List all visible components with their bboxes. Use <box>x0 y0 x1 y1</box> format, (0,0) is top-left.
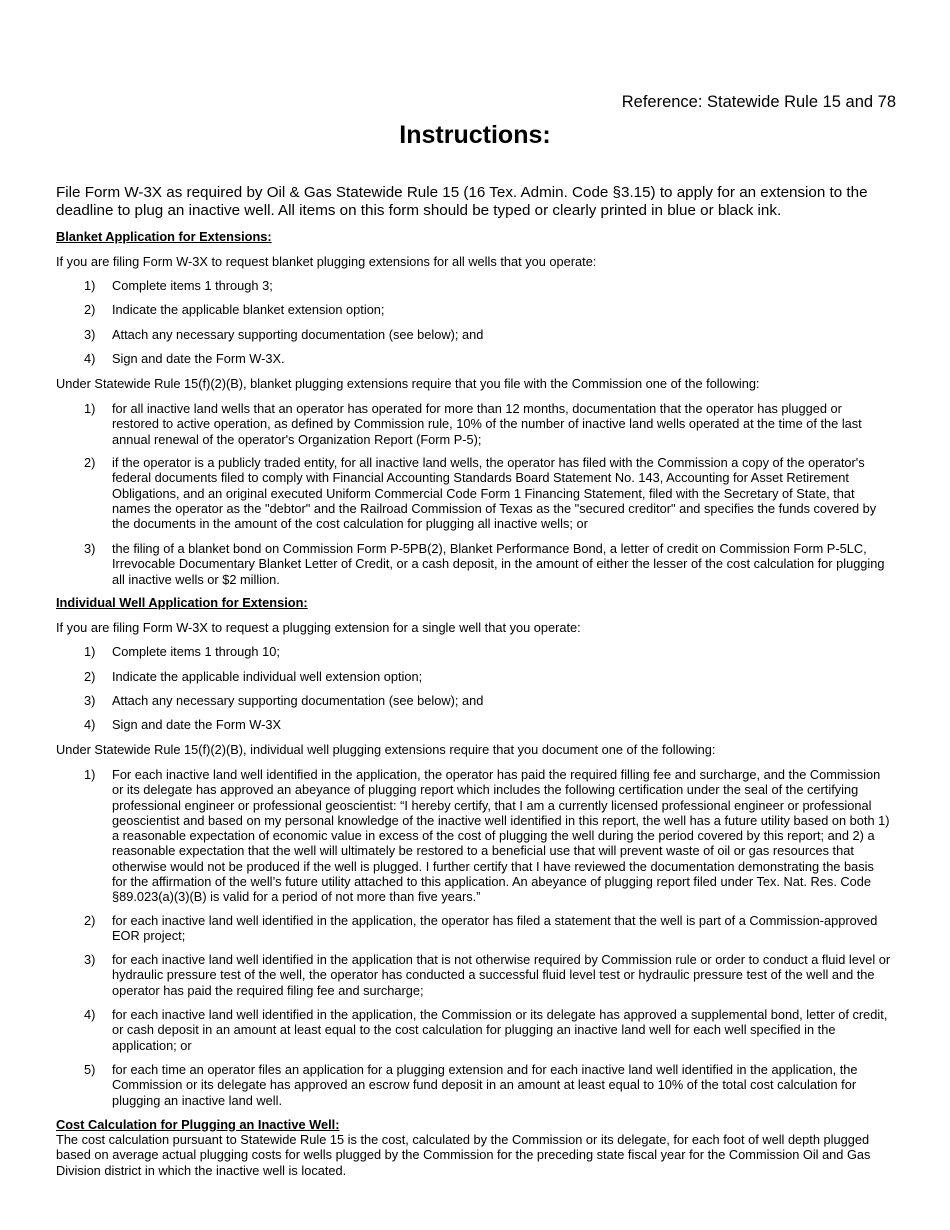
page-title: Instructions: <box>399 121 551 149</box>
step-number: 1) <box>84 278 96 293</box>
blanket-heading: Blanket Application for Extensions: <box>56 229 272 244</box>
step-text: Complete items 1 through 3; <box>112 278 273 293</box>
option-text: for each inactive land well identified in the application, the Commission or its delegate has approved a supplemental bond, letter of credit, or cash deposit in an amount at least equal to the cost calculation for plugging an inactive land well for each well specified in the application; or <box>112 1007 888 1053</box>
individual-rule-lead: Under Statewide Rule 15(f)(2)(B), individual well plugging extensions require that you document one of the following: <box>56 742 716 757</box>
blanket-step <box>84 327 892 342</box>
option-text: for each inactive land well identified in the application that is not otherwise required by Commission rule or order to conduct a fluid level or hydraulic pressure test of the well, the operator has conducted a successful fluid level test or hydraulic pressure test of the well and the operator has paid the required filing fee and surcharge; <box>112 952 891 998</box>
option-text: for all inactive land wells that an operator has operated for more than 12 months, documentation that the operator has plugged or restored to active operation, as defined by Commission rule, 10% of the number of inactive land wells operated at the time of the last annual renewal of the operator's Organization Report (Form P-5); <box>112 401 862 447</box>
individual-heading: Individual Well Application for Extension: <box>56 595 308 610</box>
blanket-lead: If you are filing Form W-3X to request blanket plugging extensions for all wells that you operate: <box>56 254 597 269</box>
individual-option <box>84 1007 892 1053</box>
step-text: Complete items 1 through 10; <box>112 644 280 659</box>
individual-option <box>84 767 892 905</box>
step-text: Indicate the applicable blanket extension option; <box>112 302 385 317</box>
option-number: 1) <box>84 767 96 782</box>
step-number: 4) <box>84 717 96 732</box>
option-text: for each inactive land well identified in the application, the operator has filed a statement that the well is part of a Commission-approved EOR project; <box>112 913 878 944</box>
step-text: Indicate the applicable individual well extension option; <box>112 669 423 684</box>
option-number: 2) <box>84 455 96 470</box>
blanket-option <box>84 541 892 587</box>
step-number: 4) <box>84 351 96 366</box>
step-text: Attach any necessary supporting documentation (see below); and <box>112 327 484 342</box>
step-text: Sign and date the Form W-3X <box>112 717 282 732</box>
step-number: 2) <box>84 669 96 684</box>
individual-option <box>84 913 892 944</box>
option-number: 2) <box>84 913 96 928</box>
blanket-option <box>84 401 892 447</box>
individual-lead: If you are filing Form W-3X to request a plugging extension for a single well that you operate: <box>56 620 581 635</box>
step-number: 1) <box>84 644 96 659</box>
cost-paragraph: The cost calculation pursuant to Statewide Rule 15 is the cost, calculated by the Commission or its delegate, for each foot of well depth plugged based on average actual plugging costs for wells plugged by the Commission for the preceding state fiscal year for the Commission Oil and Gas Division district in which the inactive well is located. <box>56 1132 871 1178</box>
option-text: For each inactive land well identified in the application, the operator has paid the required filling fee and surcharge, and the Commission or its delegate has approved an abeyance of plugging report which includes the following certification under the seal of the certifying professional engineer or professional geoscientist: “I hereby certify, that I am a currently licensed professional engineer or professional geoscientist and based on my personal knowledge of the inactive well identified in this report, the well has a future utility based on both 1) a reasonable expectation of economic value in excess of the cost of plugging the well during the period covered by this report; and 2) a reasonable expectation that the well will ultimately be restored to a beneficial use that will prevent waste of oil or gas resources that otherwise would not be produced if the well is plugged. I further certify that I have reviewed the documentation demonstrating the basis for the affirmation of the well’s future utility attached to this application. An abeyance of plugging report filed under Tex. Nat. Res. Code §89.023(a)(3)(B) is valid for a period of not more than five years.” <box>112 767 890 905</box>
intro-paragraph: File Form W-3X as required by Oil & Gas Statewide Rule 15 (16 Tex. Admin. Code §3.15) to apply for an extension to the deadline to plug an inactive well. All items on this form should be typed or clearly printed in blue or black ink. <box>56 184 868 219</box>
option-text: if the operator is a publicly traded entity, for all inactive land wells, the operator has filed with the Commission a copy of the operator's federal documents filed to comply with Financial Accounting Standards Board Statement No. 143, Accounting for Asset Retirement Obligations, and an original executed Uniform Commercial Code Form 1 Financing Statement, filed with the Secretary of State, that names the operator as the "debtor" and the Railroad Commission of Texas as the "secured creditor" and specifies the funds covered by the documents in the amount of the cost calculation for plugging all inactive wells; or <box>112 455 877 532</box>
blanket-step <box>84 302 892 317</box>
step-number: 3) <box>84 327 96 342</box>
step-number: 2) <box>84 302 96 317</box>
individual-step <box>84 669 892 684</box>
option-number: 3) <box>84 952 96 967</box>
option-text: for each time an operator files an application for a plugging extension and for each inactive land well identified in the application, the Commission or its delegate has approved an escrow fund deposit in an amount at least equal to 10% of the total cost calculation for plugging an inactive land well. <box>112 1062 858 1108</box>
step-text: Attach any necessary supporting documentation (see below); and <box>112 693 484 708</box>
individual-step <box>84 693 892 708</box>
individual-step <box>84 717 892 732</box>
individual-option <box>84 952 892 998</box>
blanket-rule-lead: Under Statewide Rule 15(f)(2)(B), blanket plugging extensions require that you file with the Commission one of the following: <box>56 376 760 391</box>
option-number: 5) <box>84 1062 96 1077</box>
reference-line: Reference: Statewide Rule 15 and 78 <box>621 93 896 111</box>
option-number: 3) <box>84 541 96 556</box>
step-text: Sign and date the Form W-3X. <box>112 351 285 366</box>
blanket-step <box>84 351 892 366</box>
cost-heading: Cost Calculation for Plugging an Inactive Well: <box>56 1117 340 1132</box>
blanket-option <box>84 455 892 531</box>
individual-option <box>84 1062 892 1108</box>
option-number: 4) <box>84 1007 96 1022</box>
blanket-step <box>84 278 892 293</box>
individual-step <box>84 644 892 659</box>
option-number: 1) <box>84 401 96 416</box>
option-text: the filing of a blanket bond on Commission Form P-5PB(2), Blanket Performance Bond, a letter of credit on Commission Form P-5LC, Irrevocable Documentary Blanket Letter of Credit, or a cash deposit, in the amount of either the lesser of the cost calculation for plugging all inactive wells or $2 million. <box>112 541 885 587</box>
step-number: 3) <box>84 693 96 708</box>
